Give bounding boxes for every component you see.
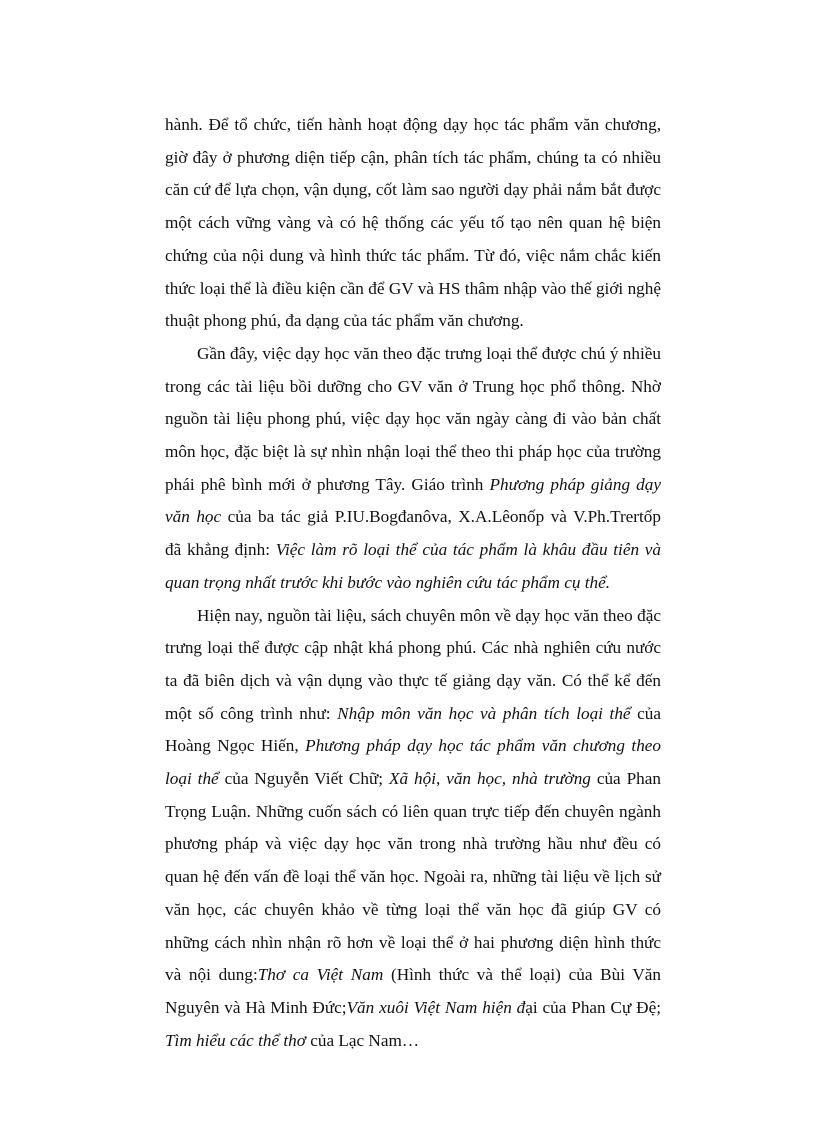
text-run: của Lạc Nam… — [305, 1030, 420, 1050]
paragraph — [165, 338, 661, 600]
italic-title: Phương pháp giảng dạy văn học — [165, 474, 661, 527]
text-run: hành. Để tổ chức, tiến hành hoạt động dạy học tác phẩm văn chương, giờ đây ở phương diện tiếp cận, phân tích tác phẩm, chúng ta có nhiều căn cứ để lựa chọn, vận dụng, cốt làm sao người dạy phải nắm bắt được một cách vững vàng và có hệ thống các yếu tố tạo nên quan hệ biện chứng của nội dung và hình thức tác phẩm. Từ đó, việc nắm chắc kiến thức loại thể là điều kiện cần để GV và HS thâm nhập vào thế giới nghệ thuật phong phú, đa dạng của tác phẩm văn chương. — [165, 115, 661, 331]
paragraph — [165, 109, 661, 338]
italic-title: Việc làm rõ loại thể của tác phẩm là khâu đầu tiên và quan trọng nhất trước khi bước vào nghiên cứu tác phẩm cụ thể. — [165, 540, 662, 592]
document-body — [165, 109, 661, 1057]
text-run: của Hoàng Ngọc Hiến, — [165, 703, 661, 756]
text-run: Hiện nay, nguồn tài liệu, sách chuyên môn về dạy học văn theo đặc trưng loại thể được cập nhật khá phong phú. Các nhà nghiên cứu nước ta đã biên dịch và vận dụng vào thực tế giảng dạy văn. Có thể kể đến một số công trình như: — [165, 605, 661, 723]
italic-title: Văn xuôi Việt Nam hiện đ — [346, 997, 526, 1017]
text-run: ại của Phan Cự Đệ; — [525, 997, 661, 1017]
italic-title: Thơ ca Việt Nam — [257, 965, 384, 985]
text-run: Gần đây, việc dạy học văn theo đặc trưng loại thể được chú ý nhiều trong các tài liệu bồi dưỡng cho GV văn ở Trung học phổ thông. Nhờ nguồn tài liệu phong phú, việc dạy học văn ngày càng đi vào bản chất môn học, đặc biệt là sự nhìn nhận loại thể theo thi pháp học của trường phái phê bình mới ở phương Tây. Giáo trình — [165, 343, 661, 494]
text-run: của ba tác giả P.IU.Bogđanôva, X.A.Lêonốp và V.Ph.Trertốp đã khẳng định: — [165, 507, 661, 560]
text-run: (Hình thức và thể loại) của Bùi Văn Nguyên và Hà Minh Đức; — [165, 965, 661, 1017]
italic-title: Tìm hiểu các thể thơ — [165, 1030, 306, 1050]
italic-title: Nhập môn văn học và phân tích loại thể — [337, 703, 631, 723]
text-run: của Phan Trọng Luận. Những cuốn sách có liên quan trực tiếp đến chuyên ngành phương pháp và việc dạy học văn trong nhà trường hầu như đều có quan hệ đến vấn đề loại thể văn học. Ngoài ra, những tài liệu về lịch sử văn học, các chuyên khảo về từng loại thể văn học đã giúp GV có những cách nhìn nhận rõ hơn về loại thể ở hai phương diện hình thức và nội dung: — [165, 769, 661, 985]
paragraph — [165, 600, 661, 1058]
text-run: của Nguyễn Viết Chữ; — [218, 769, 389, 789]
italic-title: Xã hội, văn học, nhà trường — [388, 769, 591, 789]
italic-title: Phương pháp dạy học tác phẩm văn chương theo loại thể — [165, 736, 662, 789]
